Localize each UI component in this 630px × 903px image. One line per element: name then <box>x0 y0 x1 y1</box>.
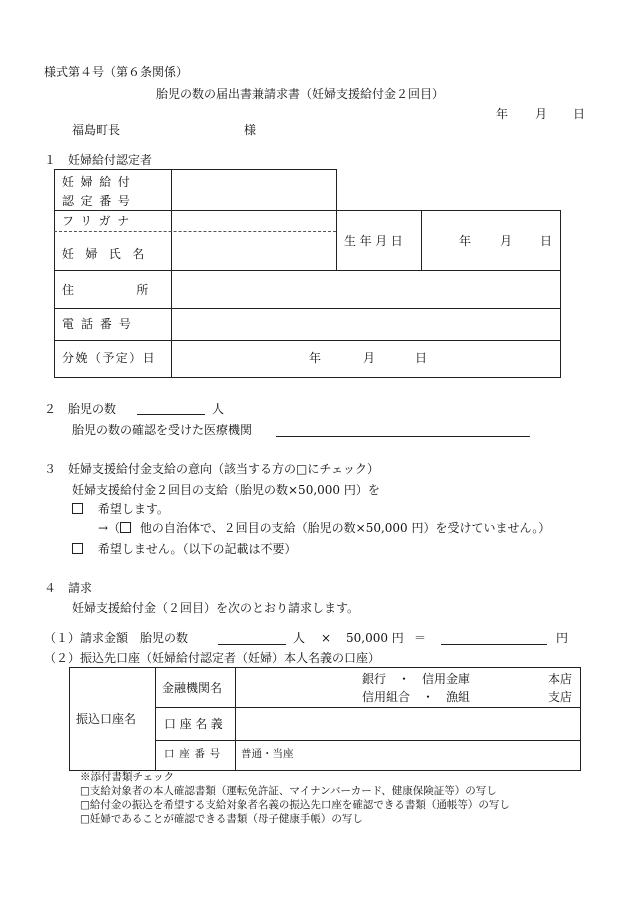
address-field[interactable] <box>172 271 560 308</box>
addressee: 福島町長 <box>72 123 121 137</box>
institution-field[interactable] <box>236 668 361 707</box>
account-row-header: 振込口座名 <box>76 712 137 726</box>
section3-subtitle: 妊婦支援給付金２回目の支給（胎児の数×50,000 円）を <box>72 483 380 497</box>
name-field[interactable] <box>172 232 336 270</box>
amount-total-field[interactable] <box>441 644 547 645</box>
attachment-item[interactable]: □給付金の振込を希望する支給対象者名義の振込先口座を確認できる書類（通帳等）の写し <box>80 799 510 811</box>
delivery-date-label: 分娩（予定）日 <box>62 351 157 365</box>
section1-heading: １ 妊婦給付認定者 <box>44 153 153 167</box>
form-number: 様式第４号（第６条関係） <box>44 65 189 79</box>
delivery-year: 年 <box>309 351 322 365</box>
number-label: 口座番号 <box>164 748 225 760</box>
holder-label: 口座名義 <box>164 717 227 731</box>
amount-fetus-field[interactable] <box>218 644 286 645</box>
honorific: 様 <box>244 123 257 137</box>
delivery-day: 日 <box>415 351 428 365</box>
bank-types-line1: 銀行 ・ 信用金庫 <box>362 672 471 686</box>
section3-heading: ３ 妊婦支援給付金支給の意向（該当する方の□にチェック） <box>44 462 379 476</box>
cert-no-field[interactable] <box>172 170 336 210</box>
fetus-count-field[interactable] <box>137 414 205 415</box>
amount-times: × <box>321 631 332 645</box>
dob-day: 日 <box>540 234 553 248</box>
account-type[interactable]: 普通・当座 <box>241 748 294 760</box>
phone-label: 電話番号 <box>62 317 138 331</box>
address-label-text: 住所 <box>62 283 211 297</box>
fetus-count-unit: 人 <box>212 402 225 416</box>
section2-heading: ２ 胎児の数 <box>44 402 117 416</box>
option-yes-note-prefix: →（ <box>98 521 121 535</box>
option-yes <box>72 503 169 515</box>
dob-label: 生年月日 <box>344 234 407 248</box>
option-yes-label: 希望します。 <box>97 502 169 516</box>
section4-text: 妊婦支援給付金（２回目）を次のとおり請求します。 <box>72 601 360 615</box>
holder-field[interactable] <box>236 708 580 740</box>
account-heading: （２）振込先口座（妊婦給付認定者（妊婦）本人名義の口座） <box>44 651 381 665</box>
branch-main: 本店 <box>548 672 573 686</box>
dob-month: 月 <box>500 234 513 248</box>
facility-field[interactable] <box>276 436 530 437</box>
amount-equals: ＝ <box>414 631 427 645</box>
name-label: 妊婦氏名 <box>62 247 156 261</box>
branch-sub: 支店 <box>548 690 573 704</box>
cert-no-label-line2: 認定番号 <box>62 194 137 208</box>
amount-unit-yen: 円 <box>556 631 569 645</box>
account-number-field[interactable] <box>310 741 580 770</box>
section4-heading: ４ 請求 <box>44 581 93 595</box>
option-yes-note-text: 他の自治体で、２回目の支給（胎児の数×50,000 円）を受けていません。） <box>139 521 551 535</box>
date-year: 年 <box>496 107 509 121</box>
attachments-heading: ※添付書類チェック <box>80 771 175 783</box>
delivery-month: 月 <box>363 351 376 365</box>
amount-label: （１）請求金額 胎児の数 <box>44 631 189 645</box>
option-yes-checkbox[interactable] <box>72 503 83 514</box>
institution-label: 金融機関名 <box>162 681 223 695</box>
cert-no-label-line1: 妊婦給付 <box>62 175 137 189</box>
option-no <box>72 543 297 555</box>
amount-unit-person: 人 <box>293 631 306 645</box>
phone-field[interactable] <box>172 309 560 340</box>
option-no-label: 希望しません。（以下の記載は不要） <box>97 542 297 556</box>
dob-year: 年 <box>459 234 472 248</box>
option-yes-note <box>98 522 550 534</box>
furigana-label: フリガナ <box>62 214 136 228</box>
date-month: 月 <box>535 107 548 121</box>
other-municipality-checkbox[interactable] <box>120 522 131 533</box>
bank-types-line2: 信用組合 ・ 漁組 <box>362 690 471 704</box>
attachment-item[interactable]: □支給対象者の本人確認書類（運転免許証、マイナンバーカード、健康保険証等）の写し <box>80 785 497 797</box>
amount-rate: 50,000 円 <box>346 631 404 645</box>
document-title: 胎児の数の届出書兼請求書（妊婦支援給付金２回目） <box>156 87 445 101</box>
attachment-item[interactable]: □妊婦であることが確認できる書類（母子健康手帳）の写し <box>80 813 363 825</box>
option-no-checkbox[interactable] <box>72 543 83 554</box>
date-day: 日 <box>573 107 586 121</box>
furigana-field[interactable] <box>172 211 336 231</box>
facility-label: 胎児の数の確認を受けた医療機関 <box>72 423 253 437</box>
